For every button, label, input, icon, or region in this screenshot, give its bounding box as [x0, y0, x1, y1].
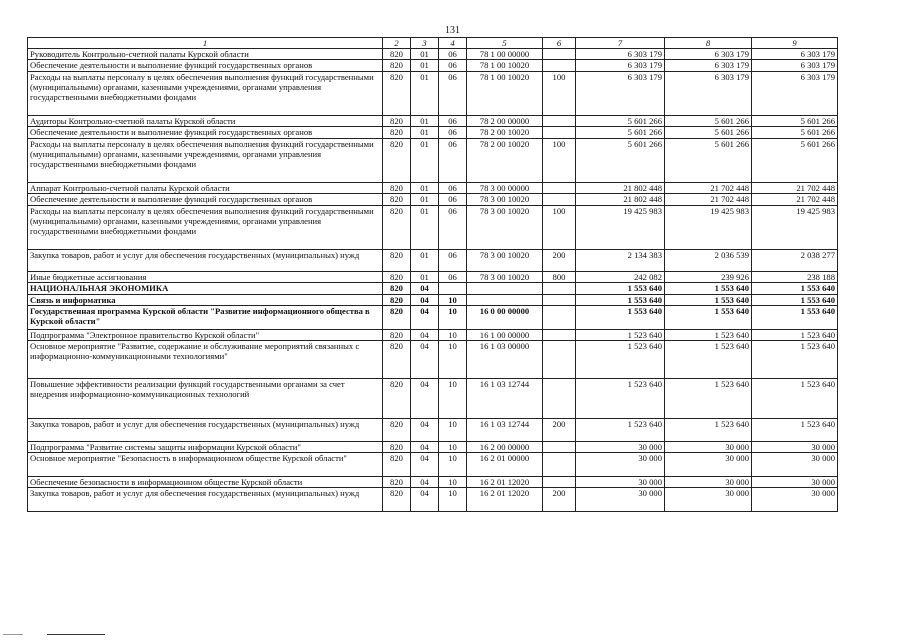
cell-vr	[543, 442, 576, 453]
cell-vr	[543, 295, 576, 306]
cell-y1: 1 553 640	[576, 306, 665, 330]
table-row	[28, 72, 838, 116]
cell-vr	[543, 341, 576, 379]
cell-gr: 820	[383, 206, 411, 250]
cell-y2: 30 000	[665, 453, 752, 477]
cell-rz: 04	[411, 330, 439, 341]
cell-name: Основное мероприятие "Безопасность в информационном обществе Курской области"	[28, 453, 383, 477]
table-row	[28, 488, 838, 512]
table-row	[28, 60, 838, 72]
cell-y1: 1 523 640	[576, 330, 665, 341]
cell-y2: 239 926	[665, 272, 752, 283]
cell-rz: 04	[411, 453, 439, 477]
cell-y3: 238 188	[752, 272, 838, 283]
cell-pr: 10	[439, 330, 467, 341]
column-number: 7	[576, 38, 665, 49]
cell-y3: 5 601 266	[752, 127, 838, 139]
cell-y3: 5 601 266	[752, 139, 838, 183]
cell-y2: 1 553 640	[665, 306, 752, 330]
cell-vr	[543, 60, 576, 72]
cell-y2: 1 523 640	[665, 419, 752, 442]
cell-y2: 30 000	[665, 442, 752, 453]
cell-pr: 06	[439, 49, 467, 60]
cell-gr: 820	[383, 306, 411, 330]
cell-rz: 04	[411, 442, 439, 453]
cell-pr: 06	[439, 183, 467, 194]
cell-y2: 1 523 640	[665, 379, 752, 419]
cell-y1: 30 000	[576, 488, 665, 512]
cell-gr: 820	[383, 127, 411, 139]
cell-rz: 01	[411, 194, 439, 206]
table-row	[28, 116, 838, 127]
cell-vr: 800	[543, 272, 576, 283]
table-row	[28, 341, 838, 379]
cell-name: Обеспечение деятельности и выполнение функций государственных органов	[28, 194, 383, 206]
cell-y3: 6 303 179	[752, 60, 838, 72]
cell-y1: 1 523 640	[576, 341, 665, 379]
cell-name: Обеспечение деятельности и выполнение функций государственных органов	[28, 60, 383, 72]
cell-csr: 16 2 01 12020	[467, 477, 543, 488]
cell-y2: 1 553 640	[665, 283, 752, 295]
cell-name: Закупка товаров, работ и услуг для обеспечения государственных (муниципальных) нужд	[28, 488, 383, 512]
cell-vr: 100	[543, 206, 576, 250]
cell-pr: 10	[439, 295, 467, 306]
cell-y2: 30 000	[665, 488, 752, 512]
cell-y2: 5 601 266	[665, 116, 752, 127]
cell-name: Иные бюджетные ассигнования	[28, 272, 383, 283]
table-row	[28, 379, 838, 419]
cell-pr: 06	[439, 139, 467, 183]
cell-rz: 01	[411, 250, 439, 272]
column-number: 8	[665, 38, 752, 49]
cell-name: Аудиторы Контрольно-счетной палаты Курской области	[28, 116, 383, 127]
cell-y2: 2 036 539	[665, 250, 752, 272]
cell-y3: 1 553 640	[752, 295, 838, 306]
cell-y1: 1 523 640	[576, 419, 665, 442]
cell-name: Аппарат Контрольно-счетной палаты Курской области	[28, 183, 383, 194]
cell-y2: 30 000	[665, 477, 752, 488]
cell-vr: 100	[543, 72, 576, 116]
cell-csr: 78 3 00 00000	[467, 183, 543, 194]
cell-pr: 10	[439, 488, 467, 512]
cell-y3: 30 000	[752, 442, 838, 453]
column-number: 1	[28, 38, 383, 49]
cell-gr: 820	[383, 116, 411, 127]
table-row	[28, 272, 838, 283]
cell-vr	[543, 330, 576, 341]
cell-y1: 1 553 640	[576, 295, 665, 306]
cell-rz: 04	[411, 306, 439, 330]
footnote-line	[47, 634, 105, 635]
cell-y2: 1 523 640	[665, 330, 752, 341]
scan-mark	[3, 634, 23, 635]
column-number: 3	[411, 38, 439, 49]
cell-name: Расходы на выплаты персоналу в целях обеспечения выполнения функций государственными (муниципальными) органами, казенными учреждениями, органами управления государственными внебюджетными фондами	[28, 206, 383, 250]
cell-vr: 100	[543, 139, 576, 183]
cell-rz: 04	[411, 341, 439, 379]
table-row	[28, 194, 838, 206]
cell-csr: 16 1 03 12744	[467, 379, 543, 419]
cell-gr: 820	[383, 139, 411, 183]
cell-name: Закупка товаров, работ и услуг для обеспечения государственных (муниципальных) нужд	[28, 250, 383, 272]
cell-name: Основное мероприятие "Развитие, содержание и обслуживание мероприятий связанных с информационно-коммуникационными технологиями"	[28, 341, 383, 379]
cell-csr: 78 1 00 00000	[467, 49, 543, 60]
table-row	[28, 442, 838, 453]
cell-csr: 78 1 00 10020	[467, 60, 543, 72]
cell-pr: 10	[439, 379, 467, 419]
cell-pr: 06	[439, 72, 467, 116]
cell-gr: 820	[383, 295, 411, 306]
cell-csr: 78 2 00 10020	[467, 139, 543, 183]
table-row	[28, 206, 838, 250]
cell-pr: 10	[439, 477, 467, 488]
cell-rz: 04	[411, 379, 439, 419]
cell-csr: 78 3 00 10020	[467, 272, 543, 283]
cell-y3: 1 523 640	[752, 341, 838, 379]
cell-csr: 78 3 00 10020	[467, 206, 543, 250]
cell-csr: 78 1 00 10020	[467, 72, 543, 116]
column-number: 9	[752, 38, 838, 49]
table-row	[28, 330, 838, 341]
cell-y3: 30 000	[752, 488, 838, 512]
cell-y2: 6 303 179	[665, 49, 752, 60]
cell-csr: 16 0 00 00000	[467, 306, 543, 330]
cell-rz: 04	[411, 295, 439, 306]
cell-vr: 200	[543, 488, 576, 512]
cell-y1: 30 000	[576, 453, 665, 477]
cell-name: Расходы на выплаты персоналу в целях обеспечения выполнения функций государственными (муниципальными) органами, казенными учреждениями, органами управления государственными внебюджетными фондами	[28, 139, 383, 183]
cell-y3: 5 601 266	[752, 116, 838, 127]
cell-y2: 1 553 640	[665, 295, 752, 306]
cell-vr	[543, 379, 576, 419]
cell-name: Связь и информатика	[28, 295, 383, 306]
cell-y3: 1 523 640	[752, 379, 838, 419]
cell-y3: 1 553 640	[752, 283, 838, 295]
cell-y2: 1 523 640	[665, 341, 752, 379]
cell-gr: 820	[383, 272, 411, 283]
table-row	[28, 283, 838, 295]
cell-gr: 820	[383, 341, 411, 379]
cell-rz: 01	[411, 127, 439, 139]
cell-y3: 1 553 640	[752, 306, 838, 330]
cell-y3: 19 425 983	[752, 206, 838, 250]
cell-gr: 820	[383, 49, 411, 60]
cell-csr	[467, 295, 543, 306]
cell-csr: 16 2 01 12020	[467, 488, 543, 512]
cell-rz: 04	[411, 283, 439, 295]
cell-pr: 06	[439, 194, 467, 206]
cell-y1: 2 134 383	[576, 250, 665, 272]
cell-rz: 04	[411, 488, 439, 512]
cell-csr: 78 3 00 10020	[467, 194, 543, 206]
cell-y3: 6 303 179	[752, 49, 838, 60]
budget-table	[27, 37, 838, 512]
cell-gr: 820	[383, 419, 411, 442]
cell-gr: 820	[383, 379, 411, 419]
cell-pr: 10	[439, 341, 467, 379]
cell-y1: 5 601 266	[576, 116, 665, 127]
cell-rz: 01	[411, 60, 439, 72]
cell-name: Государственная программа Курской области "Развитие информационного общества в Курской области"	[28, 306, 383, 330]
cell-vr	[543, 453, 576, 477]
cell-name: Подпрограмма "Электронное правительство Курской области"	[28, 330, 383, 341]
cell-name: Расходы на выплаты персоналу в целях обеспечения выполнения функций государственными (муниципальными) органами, казенными учреждениями, органами управления государственными внебюджетными фондами	[28, 72, 383, 116]
column-number: 4	[439, 38, 467, 49]
cell-rz: 01	[411, 272, 439, 283]
cell-y2: 6 303 179	[665, 72, 752, 116]
cell-pr: 06	[439, 250, 467, 272]
cell-y1: 6 303 179	[576, 72, 665, 116]
cell-vr: 200	[543, 250, 576, 272]
cell-pr: 06	[439, 206, 467, 250]
cell-y1: 30 000	[576, 477, 665, 488]
table-row	[28, 183, 838, 194]
cell-y1: 19 425 983	[576, 206, 665, 250]
cell-name: Руководитель Контрольно-счетной палаты Курской области	[28, 49, 383, 60]
cell-csr: 16 2 00 00000	[467, 442, 543, 453]
cell-gr: 820	[383, 250, 411, 272]
cell-y3: 30 000	[752, 477, 838, 488]
cell-name: Обеспечение безопасности в информационном обществе Курской области	[28, 477, 383, 488]
cell-y2: 19 425 983	[665, 206, 752, 250]
cell-rz: 01	[411, 72, 439, 116]
cell-rz: 01	[411, 116, 439, 127]
cell-pr: 10	[439, 442, 467, 453]
table-row	[28, 306, 838, 330]
cell-y3: 1 523 640	[752, 419, 838, 442]
cell-name: Закупка товаров, работ и услуг для обеспечения государственных (муниципальных) нужд	[28, 419, 383, 442]
cell-csr: 16 2 01 00000	[467, 453, 543, 477]
cell-name: НАЦИОНАЛЬНАЯ ЭКОНОМИКА	[28, 283, 383, 295]
cell-name: Подпрограмма "Развитие системы защиты информации Курской области"	[28, 442, 383, 453]
cell-y2: 6 303 179	[665, 60, 752, 72]
cell-vr	[543, 283, 576, 295]
table-row	[28, 419, 838, 442]
cell-y2: 5 601 266	[665, 127, 752, 139]
cell-y3: 21 702 448	[752, 194, 838, 206]
table-row	[28, 477, 838, 488]
cell-gr: 820	[383, 194, 411, 206]
cell-vr	[543, 306, 576, 330]
table-header-row	[28, 38, 838, 49]
cell-rz: 01	[411, 49, 439, 60]
cell-rz: 01	[411, 183, 439, 194]
cell-y3: 6 303 179	[752, 72, 838, 116]
cell-vr: 200	[543, 419, 576, 442]
cell-gr: 820	[383, 330, 411, 341]
cell-y2: 5 601 266	[665, 139, 752, 183]
table-row	[28, 250, 838, 272]
cell-rz: 01	[411, 206, 439, 250]
column-number: 5	[467, 38, 543, 49]
column-number: 2	[383, 38, 411, 49]
cell-gr: 820	[383, 442, 411, 453]
table-row	[28, 139, 838, 183]
cell-pr	[439, 283, 467, 295]
cell-vr	[543, 127, 576, 139]
cell-rz: 04	[411, 419, 439, 442]
cell-pr: 10	[439, 306, 467, 330]
cell-csr: 78 3 00 10020	[467, 250, 543, 272]
cell-vr	[543, 183, 576, 194]
cell-gr: 820	[383, 72, 411, 116]
cell-gr: 820	[383, 453, 411, 477]
cell-pr: 10	[439, 419, 467, 442]
cell-rz: 01	[411, 139, 439, 183]
cell-csr: 78 2 00 10020	[467, 127, 543, 139]
table-row	[28, 453, 838, 477]
cell-pr: 06	[439, 127, 467, 139]
cell-gr: 820	[383, 60, 411, 72]
cell-pr: 06	[439, 272, 467, 283]
cell-csr: 16 1 03 00000	[467, 341, 543, 379]
cell-y1: 6 303 179	[576, 49, 665, 60]
cell-vr	[543, 49, 576, 60]
cell-vr	[543, 116, 576, 127]
cell-csr: 16 1 00 00000	[467, 330, 543, 341]
cell-csr: 16 1 03 12744	[467, 419, 543, 442]
table-row	[28, 127, 838, 139]
cell-y3: 2 038 277	[752, 250, 838, 272]
cell-y1: 242 082	[576, 272, 665, 283]
cell-vr	[543, 477, 576, 488]
cell-y1: 5 601 266	[576, 139, 665, 183]
cell-csr	[467, 283, 543, 295]
cell-y2: 21 702 448	[665, 194, 752, 206]
cell-gr: 820	[383, 283, 411, 295]
cell-gr: 820	[383, 488, 411, 512]
cell-name: Повышение эффективности реализации функций государственными органами за счет внедрения информационно-коммуникационных технологий	[28, 379, 383, 419]
cell-name: Обеспечение деятельности и выполнение функций государственных органов	[28, 127, 383, 139]
table-row	[28, 49, 838, 60]
cell-y1: 21 802 448	[576, 194, 665, 206]
cell-y2: 21 702 448	[665, 183, 752, 194]
page-number: 131	[445, 25, 460, 36]
cell-rz: 04	[411, 477, 439, 488]
cell-csr: 78 2 00 00000	[467, 116, 543, 127]
cell-y3: 30 000	[752, 453, 838, 477]
cell-pr: 06	[439, 60, 467, 72]
cell-vr	[543, 194, 576, 206]
table-row	[28, 295, 838, 306]
cell-y3: 1 523 640	[752, 330, 838, 341]
cell-pr: 10	[439, 453, 467, 477]
column-number: 6	[543, 38, 576, 49]
cell-y1: 5 601 266	[576, 127, 665, 139]
cell-y1: 1 523 640	[576, 379, 665, 419]
cell-gr: 820	[383, 183, 411, 194]
cell-y1: 21 802 448	[576, 183, 665, 194]
cell-y3: 21 702 448	[752, 183, 838, 194]
cell-y1: 6 303 179	[576, 60, 665, 72]
cell-y1: 1 553 640	[576, 283, 665, 295]
cell-gr: 820	[383, 477, 411, 488]
cell-pr: 06	[439, 116, 467, 127]
cell-y1: 30 000	[576, 442, 665, 453]
